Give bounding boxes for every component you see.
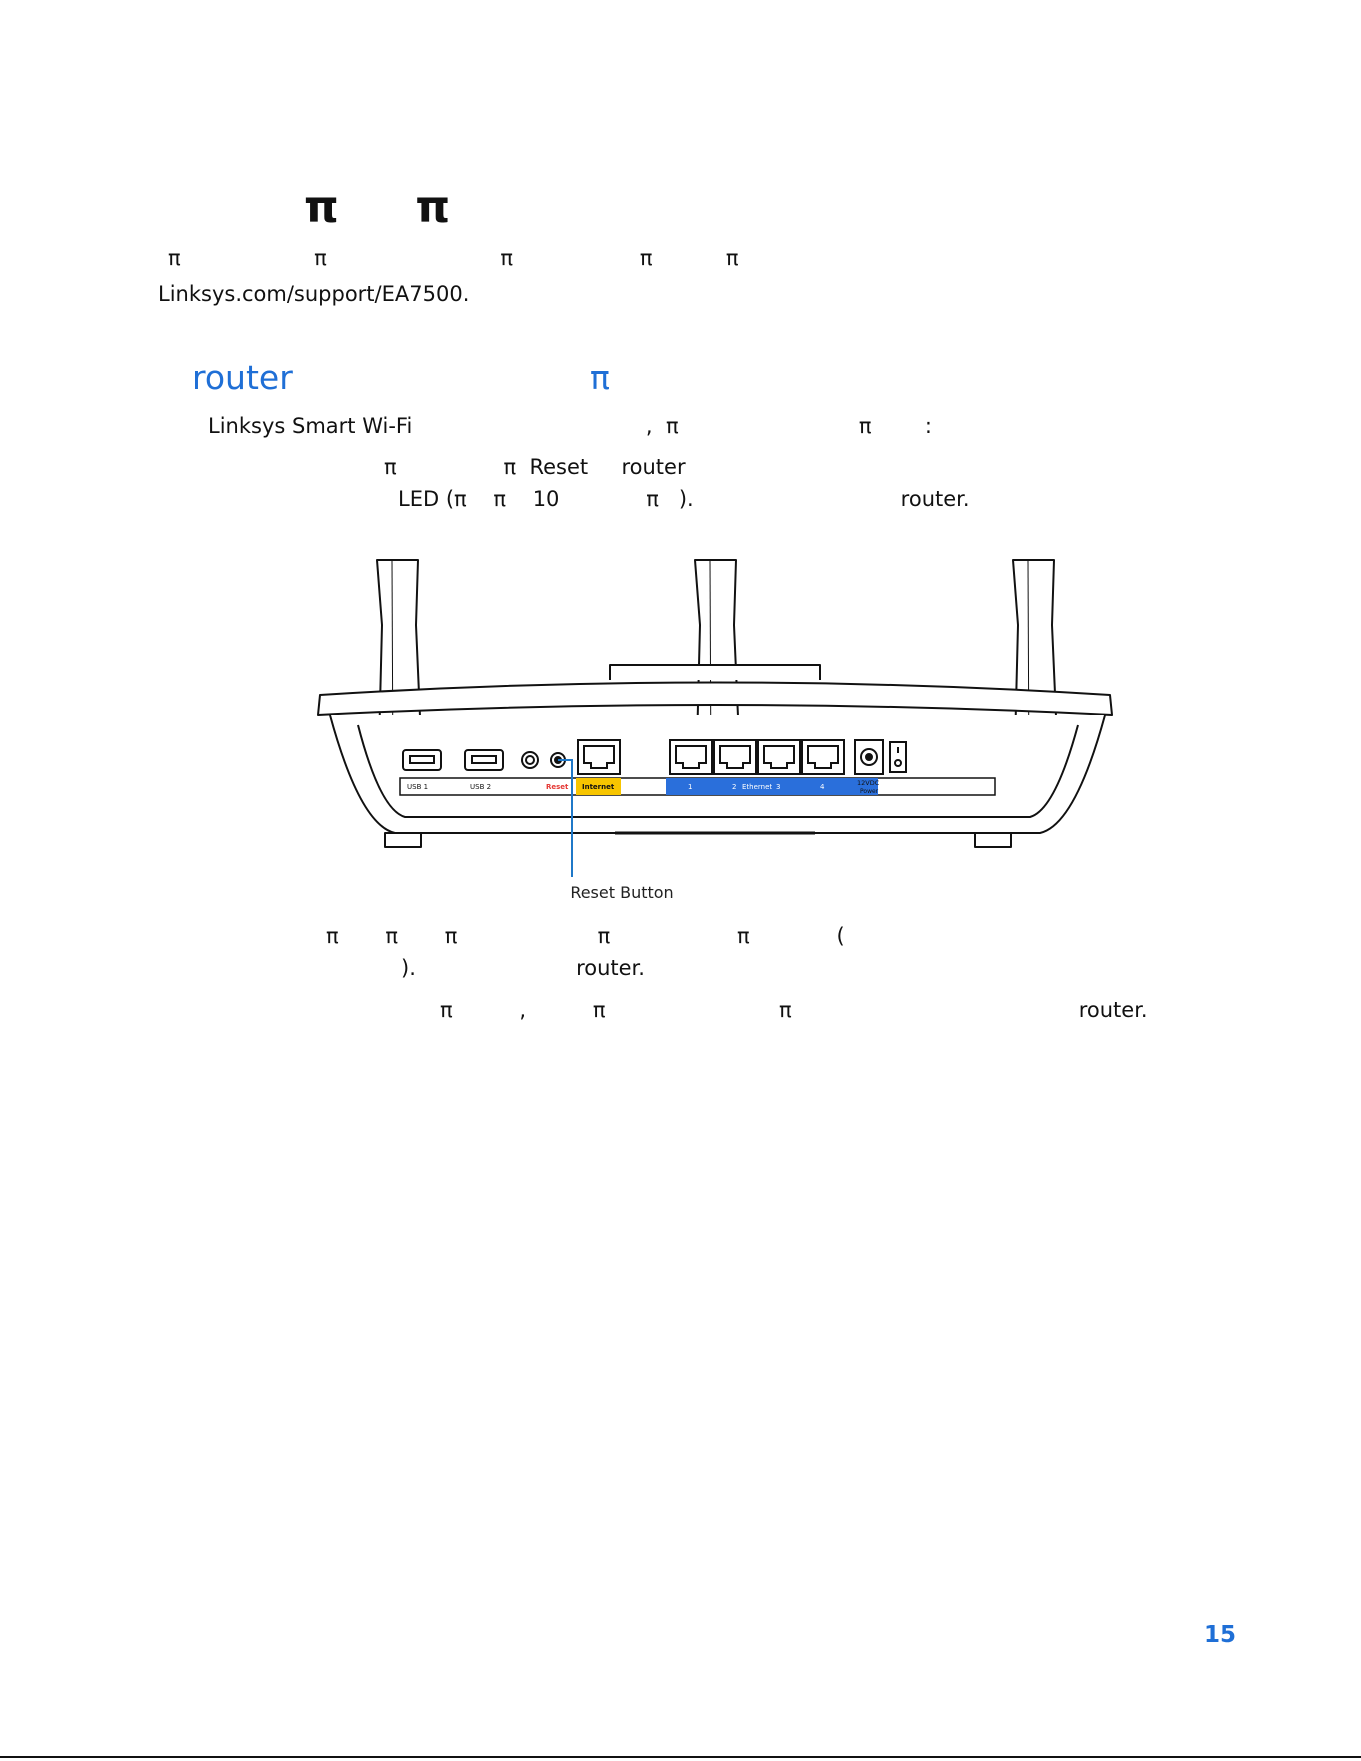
label-reset: Reset [546,783,569,791]
label-usb1: USB 1 [407,783,429,791]
label-power: Power [860,788,879,795]
page-number: 15 [1204,1622,1237,1648]
step-1-line-1: π π Reset router [384,455,686,479]
section-heading-symbol: π [590,358,610,397]
page-bottom-rule [0,1756,1361,1758]
label-eth2: 2 [732,783,737,791]
label-ethernet: Ethernet [742,783,773,791]
intro-line-1: π π π π π [168,246,739,270]
label-usb2: USB 2 [470,783,492,791]
power-switch [890,742,906,772]
reset-button-callout: Reset Button [570,883,674,902]
label-eth1: 1 [688,783,693,791]
label-eth3: 3 [776,783,781,791]
step-2-line-2: ). router. [401,956,645,980]
para-smart-wifi: Linksys Smart Wi-Fi , π π : [208,414,932,438]
section-heading-router: router [192,358,293,397]
step-2-line-1: π π π π π ( [326,924,845,948]
router-back-panel-figure [300,555,1130,925]
step-3-line-1: π , π π router. [440,998,1148,1022]
label-power-voltage: 12VDC [857,779,880,787]
ethernet-ports [670,740,844,774]
page-title: π π [304,182,451,233]
label-internet: Internet [582,783,615,791]
support-link[interactable]: Linksys.com/support/EA7500. [158,282,470,306]
step-1-line-2: LED (π π 10 π ). router. [398,487,970,511]
label-eth4: 4 [820,783,825,791]
